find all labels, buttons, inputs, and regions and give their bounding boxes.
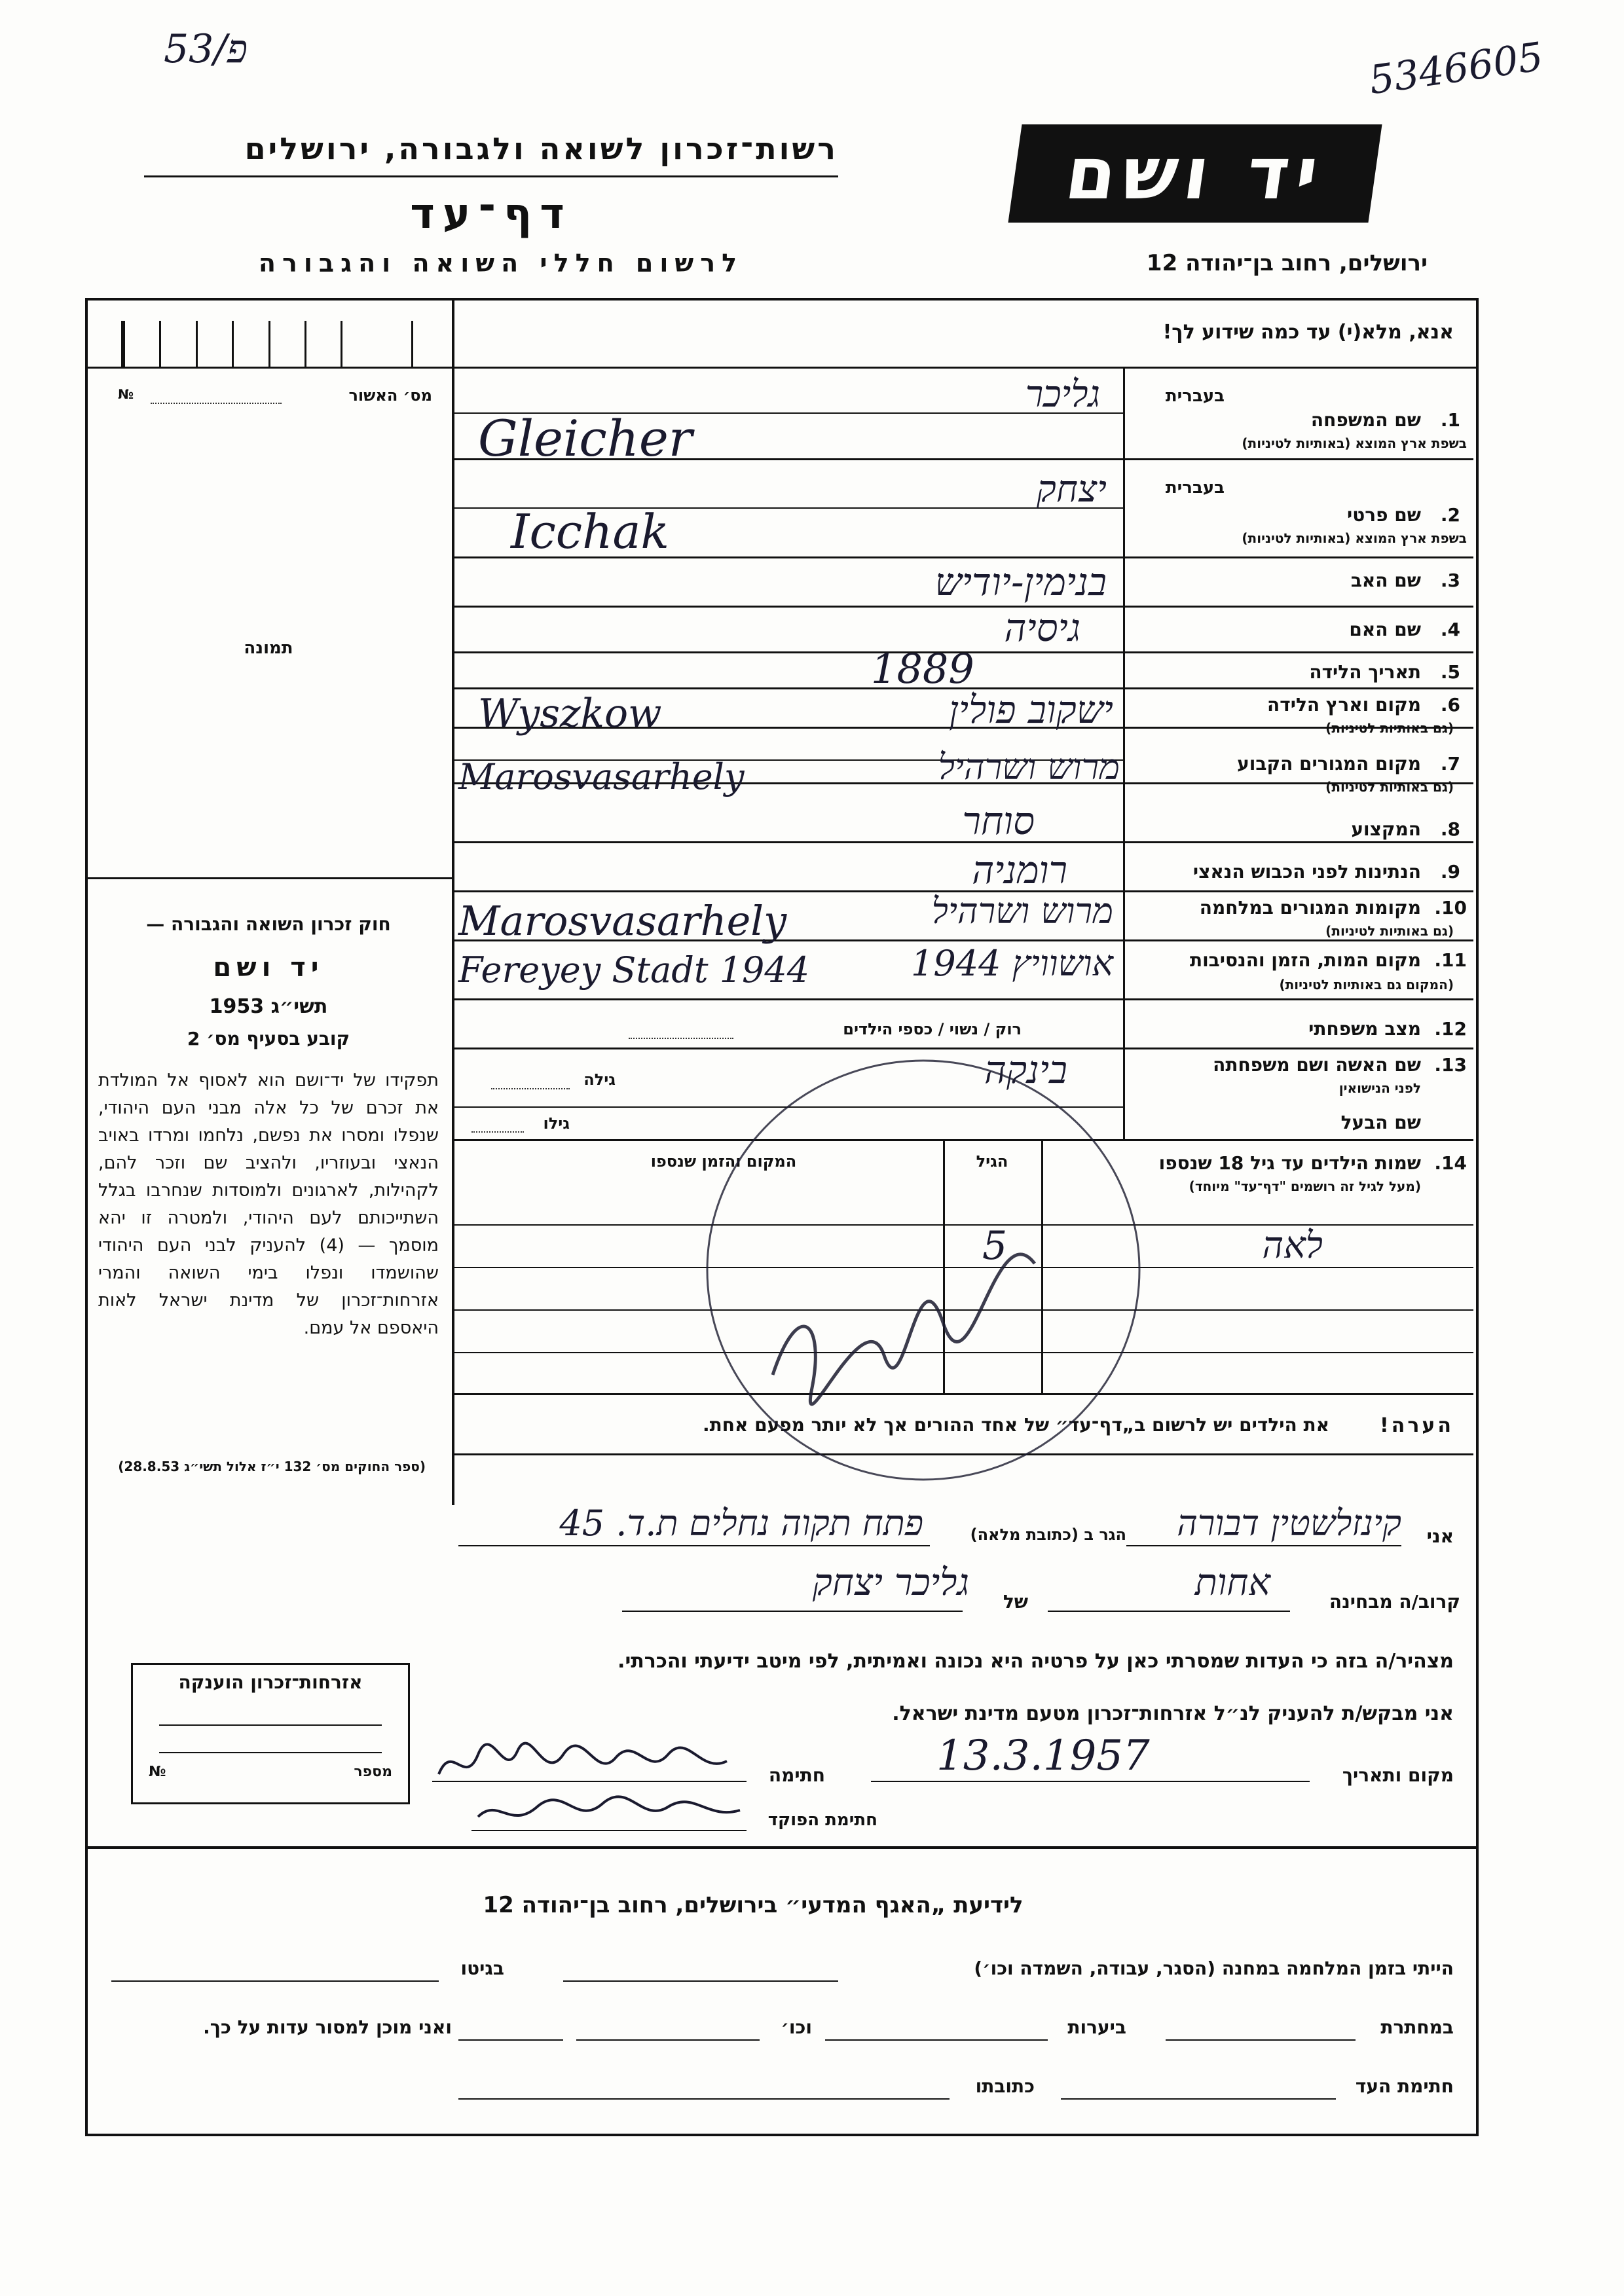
nationality: רומניה bbox=[972, 848, 1067, 892]
address: ירושלים, רחוב בן־יהודה 12 bbox=[1146, 250, 1428, 276]
yad-vashem-logo: יד ושם bbox=[1008, 124, 1382, 223]
residence-hebrew: מרוש ושרהיל bbox=[938, 746, 1120, 788]
children-age-col: הגיל bbox=[976, 1152, 1008, 1171]
intel-underground-label: במחתרת bbox=[1380, 2016, 1454, 2038]
field-5-label: תאריך הלידה bbox=[1309, 661, 1421, 683]
citizenship-no-mark: № bbox=[149, 1764, 166, 1780]
law-reference: (ספר החוקים מס׳ 132 י״ז אלול תשי״ג 28.8.53) bbox=[118, 1459, 426, 1474]
photo-label: תמונה bbox=[244, 638, 293, 658]
remark-label: הערה! bbox=[1380, 1414, 1454, 1437]
law-name: יד ושם bbox=[213, 953, 324, 983]
field-13-label: שם האשה ושם משפחתה bbox=[1213, 1054, 1421, 1076]
declarant-i-label: אני bbox=[1426, 1525, 1454, 1547]
wife-age-label: גילה bbox=[583, 1070, 616, 1089]
field-6-number: 6. bbox=[1440, 694, 1460, 716]
field-2-heb-tag: בעברית bbox=[1165, 478, 1225, 498]
field-2-label: שם פרטי bbox=[1346, 504, 1421, 526]
husband-label: שם הבעל bbox=[1340, 1112, 1421, 1133]
plea-text: אנא, מלא(י) עד כמה שידוע לך! bbox=[1162, 321, 1454, 344]
law-year: תשי״ג 1953 bbox=[209, 995, 328, 1018]
field-5-number: 5. bbox=[1440, 661, 1460, 683]
field-12-label: מצב משפחתי bbox=[1308, 1018, 1421, 1040]
field-1-label: שם המשפחה bbox=[1310, 409, 1421, 431]
truth-statement: מצהיר/ה בזה כי העדות שמסרתי כאן על פרטיה היא נכונה ואמיתית, לפי מיטב ידיעתי והכרתי. bbox=[618, 1650, 1454, 1673]
death-place-hebrew: אושוויץ 1944 bbox=[911, 943, 1113, 984]
children-place-col: המקום והזמן שנספו bbox=[650, 1152, 797, 1171]
field-8-number: 8. bbox=[1440, 818, 1460, 840]
remark-text: את הילדים יש לרשום ב„דף־עד״ של אחד ההורים אך לא יותר מפעם אחת. bbox=[702, 1414, 1329, 1436]
declarant-name: קינזלשטין דבורה bbox=[1177, 1503, 1401, 1544]
birth-place-latin: Wyszkow bbox=[478, 691, 662, 737]
surname-hebrew: גליכר bbox=[1025, 373, 1100, 416]
wartime-residence-hebrew: מרוש ושרהיל bbox=[931, 890, 1113, 932]
citizenship-granted-box bbox=[131, 1663, 410, 1804]
field-6-label: מקום וארץ הלידה bbox=[1267, 694, 1421, 716]
residence-latin: Marosvasarhely bbox=[458, 756, 745, 797]
field-9-label: הנתינות לפני הכבוש הנאצי bbox=[1192, 861, 1421, 883]
birth-date: 1889 bbox=[871, 645, 974, 693]
approval-no-mark: № bbox=[118, 386, 134, 402]
field-14-label: שמות הילדים עד גיל 18 שנספו bbox=[1158, 1152, 1421, 1174]
field-12-number: 12. bbox=[1434, 1018, 1467, 1040]
form-title: דף־עד bbox=[410, 190, 572, 238]
form-purpose: לרשום חללי השואה והגבורה bbox=[258, 249, 744, 278]
intel-ghetto-label: בגיטו bbox=[460, 1958, 504, 1979]
field-10-hint: (גם באותיות לטיניות) bbox=[1325, 923, 1454, 939]
intel-willing-label: ואני מוכן למסור עדות על כך. bbox=[203, 2016, 452, 2038]
intel-address-label: כתובתו bbox=[975, 2075, 1035, 2097]
intel-witness-signature-label: חתימת העד bbox=[1355, 2075, 1454, 2097]
child-age: 5 bbox=[982, 1223, 1008, 1269]
field-11-label: מקום המות, הזמן והנסיבות bbox=[1189, 949, 1421, 971]
field-7-number: 7. bbox=[1440, 753, 1460, 774]
field-2-hint: בשפת ארץ המוצא (באותיות לטיניות) bbox=[1242, 530, 1467, 546]
field-6-hint: (גם באותיות לטיניות) bbox=[1325, 720, 1454, 736]
of-label: של bbox=[1003, 1591, 1028, 1613]
field-1-number: 1. bbox=[1440, 409, 1460, 431]
law-body: תפקידו של יד־ושם הוא לאסוף אל המולדת את זכרם של כל אלה מבני העם היהודי, שנפלו ומסרו את נפשם, נלחמו ומרדו באויב הנאצי ובעוזריו, ולהציב שם וזכר להם, לקהילות, לארגונים ולמוסדות שנחרבו בגלל השתייכותם לעם היהודי, ולמטרה זו יהא מוסמך — (4) להעניק לבני העם היהודי שהושמדו ונפלו בימי השואה והמרי אזרחות־זכרון של מדינת ישראל לאות היאספם אל עמם. bbox=[98, 1070, 439, 1338]
relation-of-name: גליכר יצחק bbox=[812, 1561, 969, 1604]
law-clause: קובע בסעיף מס׳ 2 bbox=[187, 1028, 350, 1049]
approval-no-label: מס׳ האשור bbox=[348, 386, 432, 405]
place-date-label: מקום ותאריך bbox=[1342, 1764, 1454, 1786]
authority-title: רשות־זכרון לשואה ולגבורה, ירושלים bbox=[244, 131, 838, 166]
field-10-label: מקומות המגורים במלחמה bbox=[1199, 897, 1421, 919]
birth-place-hebrew: ישקוב פולין bbox=[949, 687, 1113, 732]
field-10-number: 10. bbox=[1434, 897, 1467, 919]
law-title: חוק זכרון השואה והגבורה — bbox=[146, 913, 391, 935]
field-1-hint: בשפת ארץ המוצא (באותיות לטיניות) bbox=[1242, 435, 1467, 451]
officer-signature bbox=[471, 1784, 747, 1836]
file-reference: 53/פ bbox=[164, 26, 248, 72]
surname-latin: Gleicher bbox=[478, 409, 693, 467]
field-7-hint: (גם באותיות לטיניות) bbox=[1325, 779, 1454, 795]
field-3-label: שם האב bbox=[1350, 570, 1421, 591]
citizenship-box-title: אזרחות־זכרון הוענקה bbox=[178, 1671, 363, 1693]
field-7-label: מקום המגורים הקבוע bbox=[1237, 753, 1421, 774]
marital-status-options: רוק / נשוי / כספי הילדים bbox=[843, 1020, 1022, 1038]
declarant-address: פתח תקוה נחלים ת.ד. 45 bbox=[559, 1503, 923, 1544]
intel-etc-label: וכו׳ bbox=[781, 2016, 812, 2038]
declaration-date: 13.3.1957 bbox=[936, 1732, 1150, 1780]
occupation: סוחר bbox=[962, 799, 1035, 843]
intel-forests-label: ביערות bbox=[1067, 2016, 1126, 2038]
wife-name: בינקה bbox=[984, 1048, 1067, 1092]
field-11-hint: (המקום גם באותיות לטיניות) bbox=[1279, 977, 1454, 993]
resides-label: הגר ב (כתובת מלאה) bbox=[970, 1525, 1126, 1544]
given-name-latin: Icchak bbox=[511, 504, 670, 559]
citizenship-request: אני מבקש/ת להעניק לנ״ל אזרחות־זכרון מטעם מדינת ישראל. bbox=[892, 1702, 1454, 1725]
officer-signature-label: חתימת הפוקד bbox=[767, 1810, 877, 1830]
field-4-number: 4. bbox=[1440, 619, 1460, 640]
approval-tick-boxes bbox=[121, 321, 413, 369]
field-3-number: 3. bbox=[1440, 570, 1460, 591]
father-name: בנימין-יודיש bbox=[934, 560, 1107, 604]
child-name: לאה bbox=[1262, 1224, 1323, 1267]
field-11-number: 11. bbox=[1434, 949, 1467, 971]
field-14-number: 14. bbox=[1434, 1152, 1467, 1174]
citizenship-no-label: מספר bbox=[354, 1764, 392, 1780]
field-13-number: 13. bbox=[1434, 1054, 1467, 1076]
intel-camp-label: הייתי בזמן המלחמה במחנה (הסגר, עבודה, השמדה וכו׳) bbox=[974, 1958, 1454, 1979]
field-13-hint: לפני הנישואין bbox=[1338, 1080, 1421, 1096]
intel-title: לידיעת „האגף המדעי״ בירושלים, רחוב בן־יהודה 12 bbox=[483, 1892, 1024, 1918]
signature-label: חתימה bbox=[768, 1764, 825, 1786]
relation-value: אחות bbox=[1194, 1561, 1270, 1604]
death-place-latin: Fereyey Stadt 1944 bbox=[458, 949, 810, 991]
field-9-number: 9. bbox=[1440, 861, 1460, 883]
wartime-residence-latin: Marosvasarhely bbox=[458, 897, 787, 945]
mother-name: גיסיה bbox=[1004, 606, 1080, 650]
ink-stamp-mark bbox=[694, 1048, 1153, 1493]
given-name-hebrew: יצחק bbox=[1036, 468, 1107, 511]
field-8-label: המקצוע bbox=[1351, 818, 1421, 840]
field-1-heb-tag: בעברית bbox=[1165, 386, 1225, 406]
relation-label: קרוב/ה מבחינה bbox=[1329, 1591, 1460, 1613]
husband-age-label: גילו bbox=[543, 1114, 570, 1133]
field-14-hint: (מעל לגיל זה רושמים "דף־עד" מיוחד) bbox=[1189, 1178, 1421, 1194]
field-2-number: 2. bbox=[1440, 504, 1460, 526]
field-4-label: שם האם bbox=[1349, 619, 1421, 640]
item-number: 5346605 bbox=[1366, 33, 1546, 104]
